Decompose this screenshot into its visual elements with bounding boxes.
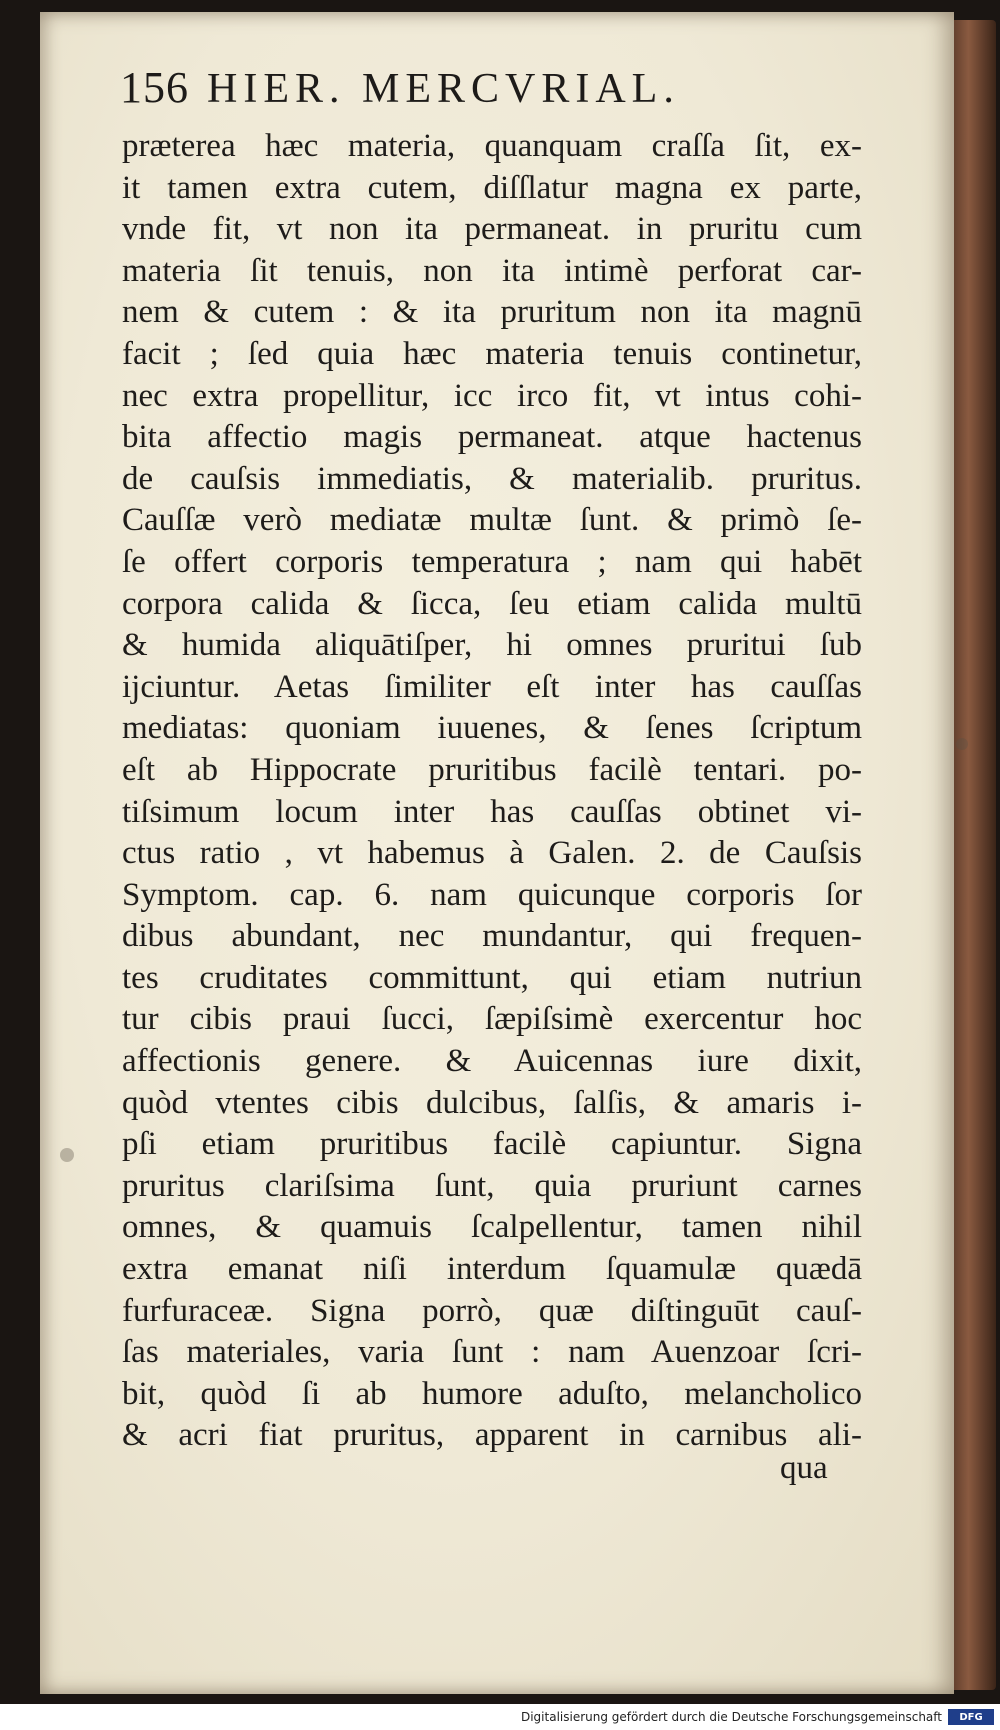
text-line: dibus abundant, nec mundantur, qui frequen- <box>122 918 862 955</box>
text-line: quòd vtentes cibis dulcibus, ſalſis, & amaris i- <box>122 1084 862 1121</box>
text-line: furfuraceæ. Signa porrò, quæ diſtinguūt cauſ- <box>122 1292 862 1329</box>
text-line: materia ſit tenuis, non ita intimè perforat car- <box>122 252 862 289</box>
text-line: ſe offert corporis temperatura ; nam qui habēt <box>122 543 862 580</box>
text-line: Symptom. cap. 6. nam quicunque corporis ſor <box>122 876 862 913</box>
ink-spot <box>60 1148 74 1162</box>
dfg-logo: DFG <box>948 1709 994 1725</box>
text-line: vnde fit, vt non ita permaneat. in pruritu cum <box>122 211 862 248</box>
text-line: nec extra propellitur, icc irco fit, vt intus cohi- <box>122 377 862 414</box>
text-line: & acri fiat pruritus, apparent in carnibus ali- <box>122 1417 862 1454</box>
text-line: nem & cutem : & ita pruritum non ita magnū <box>122 294 862 331</box>
book-page-edge <box>950 20 996 1690</box>
ink-spot <box>956 738 968 750</box>
text-line: ijciuntur. Aetas ſimiliter eſt inter has cauſſas <box>122 668 862 705</box>
text-line: corpora calida & ſicca, ſeu etiam calida multū <box>122 585 862 622</box>
digitization-credit: Digitalisierung gefördert durch die Deutsche Forschungsgemeinschaft <box>520 1710 942 1724</box>
text-line: de cauſsis immediatis, & materialib. pruritus. <box>122 460 862 497</box>
text-line: it tamen extra cutem, diſſlatur magna ex parte, <box>122 169 862 206</box>
page-number: 156 <box>120 63 189 112</box>
text-line: extra emanat niſi interdum ſquamulæ quædā <box>122 1251 862 1288</box>
text-line: eſt ab Hippocrate pruritibus facilè tentari. po- <box>122 751 862 788</box>
text-line: pſi etiam pruritibus facilè capiuntur. Signa <box>122 1126 862 1163</box>
text-line: tes cruditates committunt, qui etiam nutriun <box>122 959 862 996</box>
body-text <box>122 126 862 1457</box>
text-line: facit ; ſed quia hæc materia tenuis continetur, <box>122 335 862 372</box>
text-line: bit, quòd ſi ab humore aduſto, melancholico <box>122 1375 862 1412</box>
text-line: Cauſſæ verò mediatæ multæ ſunt. & primò ſe- <box>122 502 862 539</box>
text-line: & humida aliquātiſper, hi omnes pruritui ſub <box>122 627 862 664</box>
catchword: qua <box>780 1450 828 1486</box>
text-line: ſas materiales, varia ſunt : nam Auenzoar ſcri- <box>122 1334 862 1371</box>
text-line: pruritus clariſsima ſunt, quia pruriunt carnes <box>122 1167 862 1204</box>
running-head: HIER. MERCVRIAL. <box>207 66 680 112</box>
text-line: bita affectio magis permaneat. atque hactenus <box>122 419 862 456</box>
text-line: præterea hæc materia, quanquam craſſa ſit, ex- <box>122 128 862 164</box>
page-header <box>120 62 860 118</box>
text-line: mediatas: quoniam iuuenes, & ſenes ſcriptum <box>122 710 862 747</box>
text-line: tiſsimum locum inter has cauſſas obtinet vi- <box>122 793 862 830</box>
text-line: affectionis genere. & Auicennas iure dixit, <box>122 1043 862 1080</box>
text-line: ctus ratio , vt habemus à Galen. 2. de Cauſsis <box>122 835 862 872</box>
text-line: omnes, & quamuis ſcalpellentur, tamen nihil <box>122 1209 862 1246</box>
text-line: tur cibis praui ſucci, ſæpiſsimè exercentur hoc <box>122 1001 862 1038</box>
